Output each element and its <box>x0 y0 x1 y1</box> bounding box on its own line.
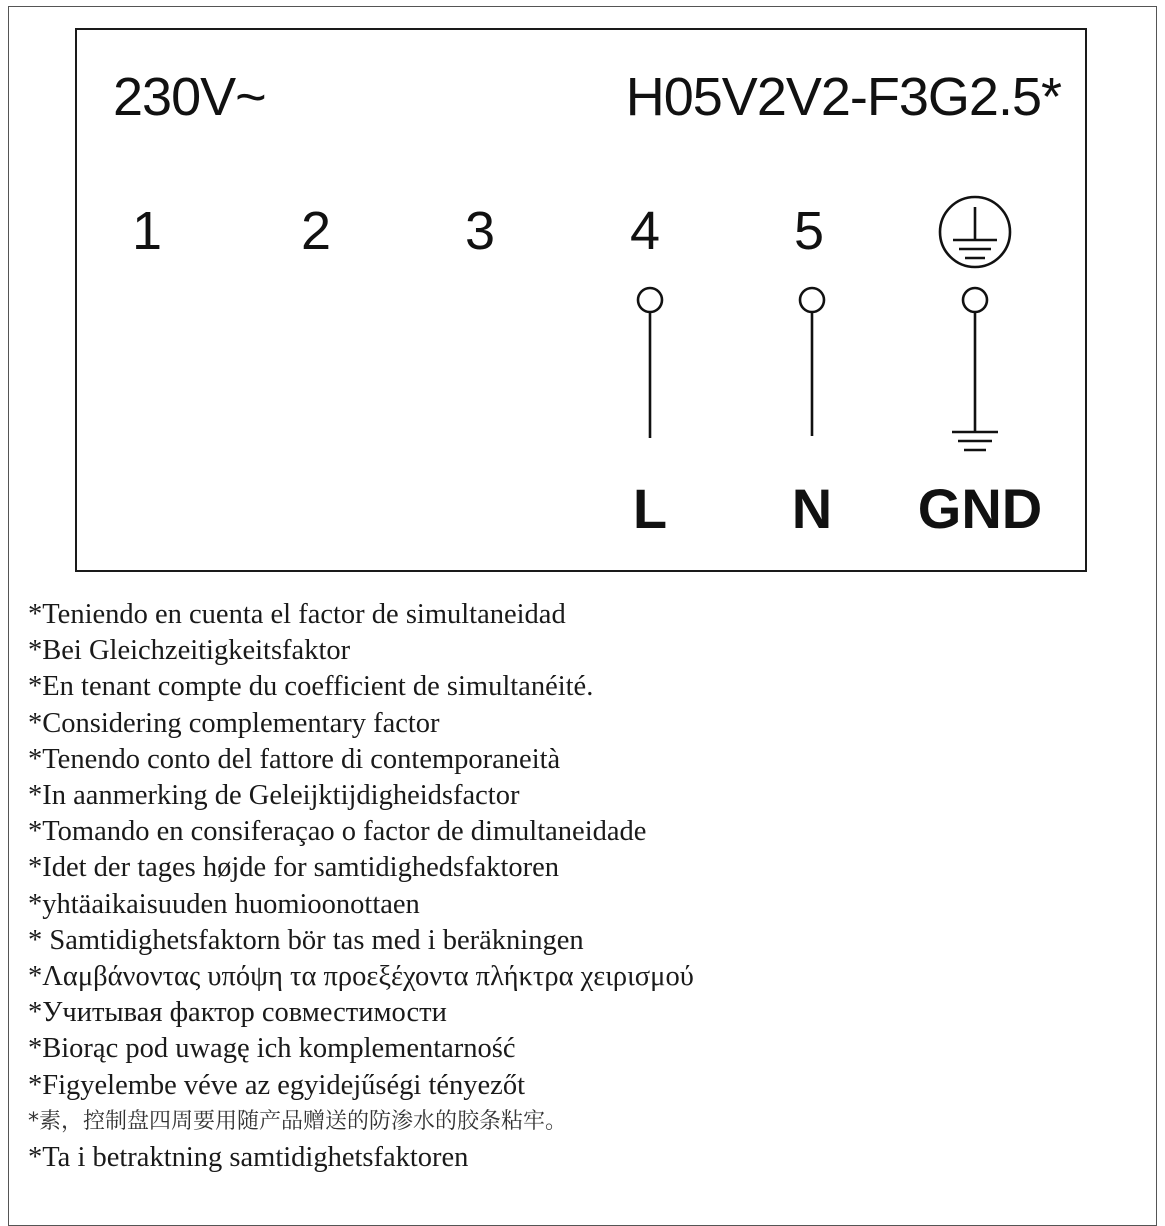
terminal-5: 5 <box>793 201 825 261</box>
multilingual-notes <box>28 597 1148 1176</box>
neutral-wire <box>800 288 824 436</box>
note-italian: *Tenendo conto del fattore di contemporaneità <box>28 743 561 775</box>
note-german: *Bei Gleichzeitigkeitsfaktor <box>28 635 351 667</box>
ground-label: GND <box>917 477 1043 540</box>
note-hungarian: *Figyelembe véve az egyidejűségi tényezőt <box>28 1069 525 1101</box>
note-swedish: * Samtidighetsfaktorn bör tas med i beräkningen <box>28 924 584 956</box>
note-polish: *Biorąc pod uwagę ich komplementarność <box>28 1033 516 1065</box>
note-chinese: *素，控制盘四周要用随产品赠送的防渗水的胶条粘牢。 <box>28 1108 568 1134</box>
protective-earth-icon <box>940 197 1010 267</box>
neutral-label: N <box>791 477 833 540</box>
note-danish: *Idet der tages højde for samtidighedsfaktoren <box>28 852 560 884</box>
note-russian: *Учитывая фактор совместимости <box>28 997 447 1029</box>
terminal-4: 4 <box>629 201 661 261</box>
note-norwegian: *Ta i betraktning samtidighetsfaktoren <box>28 1142 469 1174</box>
live-label: L <box>632 477 668 540</box>
terminal-3: 3 <box>464 201 496 261</box>
note-dutch: *In aanmerking de Geleijktijdigheidsfactor <box>28 780 520 812</box>
cable-type-label: H05V2V2-F3G2.5* <box>625 67 1061 127</box>
note-portuguese: *Tomando en consiferaçao o factor de dimultaneidade <box>28 816 647 848</box>
live-wire <box>638 288 662 438</box>
note-french: *En tenant compte du coefficient de simultanéité. <box>28 671 594 703</box>
note-english: *Considering complementary factor <box>28 707 440 739</box>
note-spanish: *Teniendo en cuenta el factor de simultaneidad <box>28 599 566 630</box>
note-finnish: *yhtäaikaisuuden huomioonottaen <box>28 888 420 920</box>
note-greek: *Λαμβάνοντας υπόψη τα προεξέχοντα πλήκτρα χειρισμού <box>28 961 694 993</box>
terminal-1: 1 <box>131 201 163 261</box>
ground-wire <box>952 288 998 450</box>
voltage-label: 230V~ <box>113 67 266 127</box>
terminal-2: 2 <box>300 201 332 261</box>
